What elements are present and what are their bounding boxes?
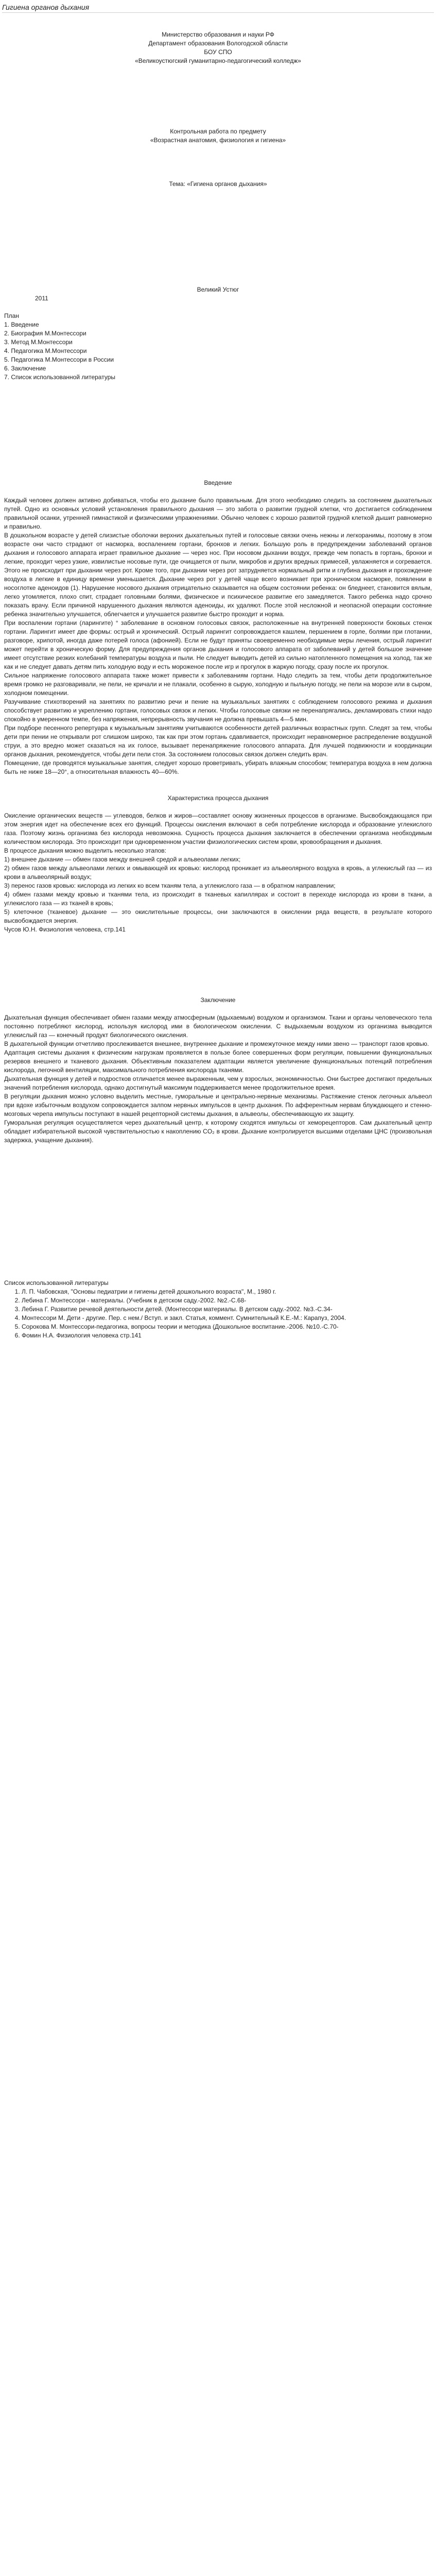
conclusion-paragraph: Дыхательная функция у детей и подростков отличается менее выраженным, чем у взрослых, экономичностью. Они быстрее достигают предельных значений потребления кислорода, однако достигнутый максимум поддерживается менее продолжительное время.	[4, 1075, 432, 1091]
intro-paragraph: Разучивание стихотворений на занятиях по развитию речи и пение на музыкальных занятиях с соблюдением голосового режима и дыхания способствует развитию и укреплению гортани, голосовых связок и легких. Чтобы голосовые связки не перенапрягались, декламировать стихи надо спокойно в умеренном темпе, без напряжения, непрерывность звучания не должна превышать 4—5 мин.	[4, 698, 432, 723]
topic-line: Тема: «Гигиена органов дыхания»	[169, 180, 267, 188]
subject-line: «Возрастная анатомия, физиология и гигиена»	[150, 137, 286, 144]
plan-section	[4, 312, 432, 382]
reference-item: 5. Сорокова М. Монтессори-педагогика, вопросы теории и методика (Дошкольное воспитание.-2006. №10.-С.70-	[22, 1323, 432, 1331]
year-line: 2011	[35, 295, 48, 302]
intro-paragraph: Помещение, где проводятся музыкальные занятия, следует хорошо проветривать, убирать влажным способом; температура воздуха в нем должна быть не ниже 18—20°, а относительная влажность 40—60%.	[4, 759, 432, 775]
intro-paragraph: Сильное напряжение голосового аппарата также может привести к заболеваниям гортани. Надо следить за тем, чтобы дети продолжительное время громко не разговаривали, не пели, не кричали и не плакали, особенно в сырую, холодную и пыльную погоду, не пели на морозе или в сыром, холодном помещении.	[4, 672, 432, 697]
document-body	[0, 13, 436, 1340]
reference-item: 3. Лебина Г. Развитие речевой деятельности детей. (Монтессори материалы. В детском саду.-2002. №3.-С.34-	[22, 1305, 432, 1314]
intro-paragraph: В дошкольном возрасте у детей слизистые оболочки верхних дыхательных путей и голосовые связки очень нежны и легкоранимы, поэтому в этом возрасте они часто страдают от насморка, воспалением гортани, бронхов и легких. Большую роль в предупреждении заболеваний органов дыхания и голосового аппарата играет правильное дыхание — через нос. При носовом дыхании воздух, прежде чем попасть в гортань, бронхи и легкие, проходит через узкие, извилистые носовые пути, где очищается от пыли, микробов и других вредных примесей, увлажняется и согревается. Этого не происходит при дыхании через рот. Кроме того, при дыхании через рот затрудняется нормальный ритм и глубина дыхания и прохождение воздуха в легкие в единицу времени уменьшается. Дыхание через рот у детей чаще всего возникает при хроническом насморке, появлении в носоглотке аденоидов (1). Нарушение носового дыхания отрицательно сказывается на общем состоянии ребенка: он бледнеет, становится вялым, легко утомляется, плохо спит, страдает головными болями, физическое и психическое развитие его замедляется. Такого ребенка надо срочно показать врачу. Если причиной нарушенного дыхания являются аденоиды, их удаляют. После этой несложной и неопасной операции состояние ребенка значительно улучшается, облегчается и улучшается развитие быстро проходит и норма.	[4, 532, 432, 618]
ministry-line: Министерство образования и науки РФ	[162, 31, 274, 38]
reference-item: 6. Фомин Н.А. Физиология человека стр.141	[22, 1331, 432, 1340]
title-page	[4, 30, 432, 303]
process-paragraph: 4) обмен газами между кровью и тканями тела, из происходит в тканевых капиллярах и состоит в переходе кислорода из крови в ткани, а углекислого газа — из тканей в кровь;	[4, 891, 432, 907]
institution-type-line: БОУ СПО	[204, 48, 232, 56]
process-section	[4, 794, 432, 934]
intro-paragraph: При подборе песенного репертуара к музыкальным занятиям учитываются особенности детей различных возрастных групп. Следят за тем, чтобы дети при пении не открывали рот слишком широко, так как при этом гортань сдавливается, происходит неравномерное распределение воздушной струи, а это вредно может сказаться на их голосе, вызывает перенапряжение голосового аппарата. Для лучшей подвижности и координации органов дыхания, рекомендуется, чтобы дети пели стоя. За состоянием голосовых связок должен следить врач.	[4, 724, 432, 758]
process-heading: Характеристика процесса дыхания	[167, 794, 269, 802]
plan-item: 3. Метод М.Монтессори	[4, 338, 73, 346]
document-title: Гигиена органов дыхания	[2, 3, 90, 11]
references-section	[4, 1279, 432, 1340]
plan-item: 4. Педагогика М.Монтессори	[4, 347, 87, 354]
process-paragraph: 5) клеточное (тканевое) дыхание — это окислительные процессы, они заключаются в окислении ряда веществ, в результате которого высвобождается энергия.	[4, 908, 432, 924]
plan-item: 6. Заключение	[4, 365, 46, 372]
conclusion-heading: Заключение	[200, 996, 236, 1004]
conclusion-paragraph: В дыхательной функции отчетливо прослеживается внешнее, внутреннее дыхание и промежуточное между ними звено — транспорт газов кровью.	[4, 1040, 429, 1047]
intro-section	[4, 479, 432, 776]
reference-item: 1. Л. П. Чабовская, "Основы педиатрии и гигиены детей дошкольного возраста", М., 1980 г.	[22, 1287, 432, 1296]
references-heading: Список использованной литературы	[4, 1279, 109, 1286]
intro-paragraph: Каждый человек должен активно добиваться, чтобы его дыхание было правильным. Для этого необходимо следить за состоянием дыхательных путей. Одно из основных условий установления правильного дыхания — это забота о развитии грудной клетки, что достигается соблюдением правильной осанки, утренней гимнастикой и физическими упражнениями. Обычно человек с хорошо развитой грудной клеткой дышит равномерно и правильно.	[4, 497, 432, 530]
plan-item: 7. Список использованной литературы	[4, 374, 116, 381]
conclusion-paragraph: Дыхательная функция обеспечивает обмен газами между атмосферным (вдыхаемым) воздухом и организмом. Ткани и органы человеческого тела постоянно потребляют кислород, используя кислород ими в биологическом окислении. С выдыхаемым воздухом из организма выводится углекислый газ — конечный продукт биологического окисления.	[4, 1014, 432, 1039]
work-type-line: Контрольная работа по предмету	[170, 128, 266, 135]
department-line: Департамент образования Вологодской области	[148, 40, 288, 47]
conclusion-paragraph: В регуляции дыхания можно условно выделить местные, гуморальные и центрально-нервные механизмы. Растяжение стенок легочных альвеол при вдохе избыточным воздухом сопровождается залпом нервных импульсов в центр дыхания. По афферентным нервам блуждающего и стенно-мозговых черепа импульсы поступают в нашей рецепторной системы дыхания, в альвеолы, обеспечивающую их защиту.	[4, 1093, 432, 1117]
institution-name-line: «Великоустюгский гуманитарно-педагогический колледж»	[135, 57, 301, 64]
conclusion-paragraph: Гуморальная регуляция осуществляется через дыхательный центр, к которому сходятся импульсы от хеморецепторов. Сам дыхательный центр обладает избирательной высокой чувствительностью к накоплению CO₂ в крови. Дыхание контролируется высшими отделами ЦНС (произвольная задержка, учащение дыхания).	[4, 1119, 432, 1144]
conclusion-paragraph: Адаптация системы дыхания к физическим нагрузкам проявляется в пользе более совершенных форм регуляции, повышении функциональных резервов внешнего и тканевого дыхания. Объективным показателем адаптации является увеличение функциональных потенций потребления кислорода, легочной вентиляции, максимального потребления кислорода тканями.	[4, 1049, 432, 1074]
plan-item: 1. Введение	[4, 321, 39, 328]
plan-list	[4, 320, 432, 382]
intro-paragraph: При воспалении гортани (ларингите) ° заболевание в основном голосовых связок, расположенные на внутренней поверхности боковых стенок гортани. Ларингит имеет две формы: острый и хронический. Острый ларингит сопровождается кашлем, першением в горле, болями при глотании, разговоре, хрипотой, иногда даже потерей голоса (афонией). Если не будут приняты своевременно необходимые меры лечения, острый ларингит может перейти в хроническую форму. Для предупреждения органов дыхания и голосового аппарата от заболеваний у детей большое значение имеет отсутствие резких колебаний температуры воздуха и пыли. Не следует выводить детей из сильно натопленного помещения на холод, так же как и не следует давать детям пить холодную воду и есть мороженое после игр и прогулок в жаркую погоду, сразу после их прогулок.	[4, 619, 432, 670]
process-paragraph: В процессе дыхания можно выделить несколько этапов:	[4, 847, 166, 854]
intro-heading: Введение	[204, 479, 232, 486]
references-list	[4, 1287, 432, 1340]
reference-item: 4. Монтессори М. Дети - другие. Пер. с нем./ Вступ. и закл. Статья, коммент. Сумнительный К.Е.-М.: Карапуз, 2004.	[22, 1314, 432, 1323]
city-line: Великий Устюг	[197, 286, 239, 293]
reference-item: 2. Лебина Г. Монтессори - материалы. (Учебник в детском саду.-2002. №2.-С.68-	[22, 1296, 432, 1305]
plan-heading: План	[4, 312, 19, 319]
plan-item: 2. Биография М.Монтессори	[4, 330, 86, 337]
process-paragraph: 2) обмен газов между альвеолами легких и омывающей их кровью: кислород проникает из альвеолярного воздуха в кровь, а углекислый газ — из крови в альвеолярный воздух;	[4, 865, 432, 880]
conclusion-section	[4, 996, 432, 1145]
process-paragraph: 1) внешнее дыхание — обмен газов между внешней средой и альвеолами легких;	[4, 856, 241, 863]
process-paragraph: Окисление органических веществ — углеводов, белков и жиров—составляет основу жизненных процессов в организме. Высвобождающаяся при этом энергия идет на обеспечение всех его функций. Процессы окисления включают в себя потребление кислорода и образование углекислого газа. Поэтому жизнь организма без кислорода невозможна. Сущность процесса дыхания заключается в обеспечении организма необходимым количеством кислорода. Это происходит при одновременном участии физиологических систем крови, кровообращения и дыхания.	[4, 812, 432, 845]
process-source: Чусов Ю.Н. Физиология человека, стр.141	[4, 926, 126, 933]
plan-item: 5. Педагогика М.Монтессори в России	[4, 356, 114, 363]
process-paragraph: 3) перенос газов кровью: кислорода из легких ко всем тканям тела, а углекислого газа — в обратном направлении;	[4, 882, 336, 889]
